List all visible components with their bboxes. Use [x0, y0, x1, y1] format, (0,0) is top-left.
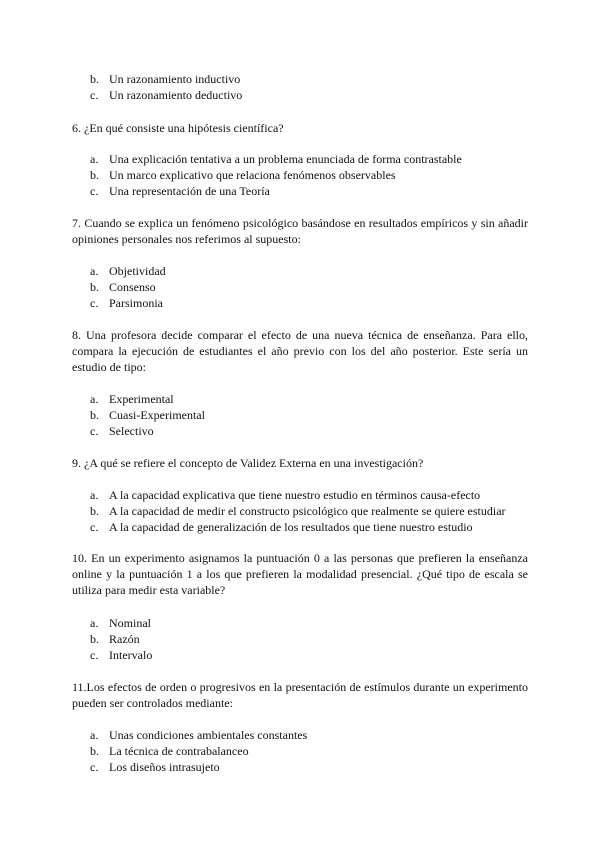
question-9-options [90, 487, 506, 535]
option-b [90, 279, 166, 295]
question-10-text: 10. En un experimento asignamos la puntuación 0 a las personas que prefieren la enseñanza online y la puntuación 1 a los que prefieren la modalidad presencial. ¿Qué tipo de escala se utiliza para medir esta variable? [72, 551, 528, 597]
option-letter: b. [90, 168, 99, 182]
option-b [90, 743, 307, 759]
option-text: Una representación de una Teoría [109, 184, 270, 198]
option-letter: a. [90, 392, 99, 406]
option-letter: c. [90, 520, 99, 534]
question-5-options [90, 71, 242, 103]
option-text: Un razonamiento deductivo [109, 88, 243, 102]
option-letter: c. [90, 424, 99, 438]
option-letter: b. [90, 280, 99, 294]
option-text: Razón [109, 632, 140, 646]
option-letter: a. [90, 152, 99, 166]
option-letter: b. [90, 744, 99, 758]
option-letter: c. [90, 648, 99, 662]
option-a [90, 263, 166, 279]
option-letter: a. [90, 728, 99, 742]
option-letter: b. [90, 408, 99, 422]
question-8-options [90, 391, 205, 439]
option-letter: b. [90, 72, 99, 86]
option-c [90, 423, 205, 439]
option-text: Objetividad [109, 264, 166, 278]
option-c [90, 519, 506, 535]
option-text: Selectivo [109, 424, 154, 438]
option-text: Un marco explicativo que relaciona fenómenos observables [109, 168, 396, 182]
question-6-options [90, 151, 462, 199]
question-7-text: 7. Cuando se explica un fenómeno psicológico basándose en resultados empíricos y sin añadir opiniones personales nos referimos al supuesto: [72, 216, 528, 246]
option-b [90, 407, 205, 423]
option-letter: c. [90, 296, 99, 310]
option-a [90, 391, 205, 407]
question-6-text: 6. ¿En qué consiste una hipótesis científica? [72, 121, 284, 135]
option-a [90, 487, 506, 503]
option-c [90, 759, 307, 775]
option-text: Experimental [109, 392, 174, 406]
question-8-text: 8. Una profesora decide comparar el efecto de una nueva técnica de enseñanza. Para ello, compara la ejecución de estudiantes el año previo con los del año posterior. Este sería un estudio de tipo: [72, 328, 528, 374]
option-text: A la capacidad de generalización de los resultados que tiene nuestro estudio [109, 520, 473, 534]
option-c [90, 647, 152, 663]
option-letter: c. [90, 184, 99, 198]
option-a [90, 727, 307, 743]
option-letter: b. [90, 632, 99, 646]
option-text: A la capacidad explicativa que tiene nuestro estudio en términos causa-efecto [109, 488, 481, 502]
question-11-text: 11.Los efectos de orden o progresivos en la presentación de estímulos durante un experimento pueden ser controlados mediante: [72, 680, 528, 710]
option-text: Intervalo [109, 648, 153, 662]
option-text: Cuasi-Experimental [109, 408, 205, 422]
option-c [90, 183, 462, 199]
option-b [90, 631, 152, 647]
option-text: A la capacidad de medir el constructo psicológico que realmente se quiere estudiar [109, 504, 506, 518]
option-text: Un razonamiento inductivo [109, 72, 241, 86]
option-letter: a. [90, 616, 99, 630]
question-9-text: 9. ¿A qué se refiere el concepto de Validez Externa en una investigación? [72, 456, 424, 470]
question-10-options [90, 615, 152, 663]
option-b [90, 167, 462, 183]
option-text: Una explicación tentativa a un problema enunciada de forma contrastable [109, 152, 462, 166]
option-letter: a. [90, 264, 99, 278]
option-a [90, 615, 152, 631]
question-7-options [90, 263, 166, 311]
option-text: Nominal [109, 616, 151, 630]
question-11-options [90, 727, 307, 775]
option-text: Los diseños intrasujeto [109, 760, 220, 774]
option-letter: b. [90, 504, 99, 518]
option-text: Unas condiciones ambientales constantes [109, 728, 308, 742]
option-a [90, 151, 462, 167]
option-letter: c. [90, 760, 99, 774]
option-b [90, 503, 506, 519]
option-letter: c. [90, 88, 99, 102]
option-text: Consenso [109, 280, 156, 294]
option-text: Parsimonia [109, 296, 163, 310]
option-c [90, 87, 242, 103]
option-b [90, 71, 242, 87]
option-c [90, 295, 166, 311]
option-text: La técnica de contrabalanceo [109, 744, 249, 758]
option-letter: a. [90, 488, 99, 502]
